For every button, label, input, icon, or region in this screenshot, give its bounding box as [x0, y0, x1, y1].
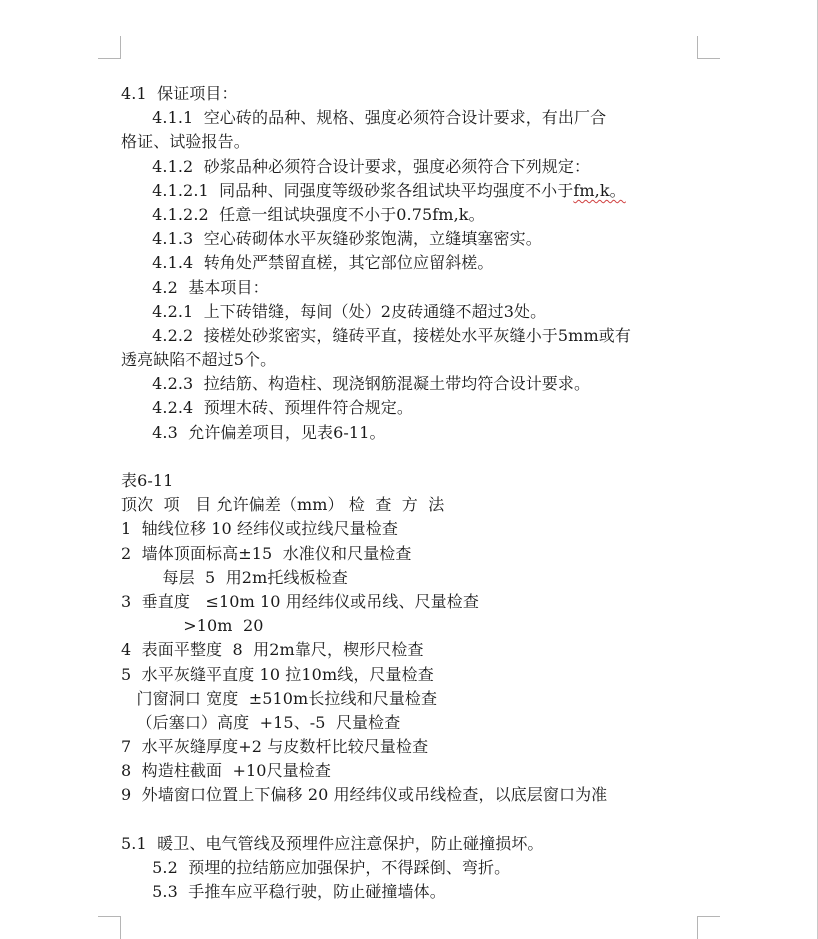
margin-corner-top-left — [98, 36, 121, 59]
margin-corner-bottom-left — [98, 916, 121, 939]
table-row: 门窗洞口 宽度 ±510m长拉线和尺量检查 — [121, 688, 438, 708]
item-5-3: 5.3 手推车应平稳行驶，防止碰撞墙体。 — [121, 882, 446, 902]
item-4-2-4: 4.2.4 预埋木砖、预埋件符合规定。 — [121, 398, 413, 418]
item-4-1-3: 4.1.3 空心砖砌体水平灰缝砂浆饱满，立缝填塞密实。 — [121, 229, 542, 249]
item-4-3: 4.3 允许偏差项目，见表6-11。 — [121, 422, 386, 442]
section-4-1-heading: 4.1 保证项目： — [121, 84, 238, 103]
table-title: 表6-11 — [121, 471, 174, 490]
table-row: 3 垂直度 ≤10m 10 用经纬仪或吊线、尺量检查 — [121, 591, 479, 611]
item-4-1-2: 4.1.2 砂浆品种必须符合设计要求，强度必须符合下列规定： — [121, 156, 591, 176]
section-4-2-heading: 4.2 基本项目： — [121, 277, 269, 297]
table-row: 2 墙体顶面标高±15 水准仪和尺量检查 — [121, 543, 412, 563]
table-row: 9 外墙窗口位置上下偏移 20 用经纬仪或吊线检查，以底层窗口为准 — [121, 785, 608, 805]
item-4-1-1: 4.1.1 空心砖的品种、规格、强度必须符合设计要求，有出厂合 — [121, 108, 607, 128]
table-row: 每层 5 用2m托线板检查 — [121, 567, 348, 587]
item-4-1-4: 4.1.4 转角处严禁留直槎，其它部位应留斜槎。 — [121, 253, 494, 273]
item-4-2-2-cont: 透亮缺陷不超过5个。 — [121, 350, 277, 370]
spellcheck-underlined-word: fm,k。 — [573, 180, 626, 200]
document-body[interactable] — [121, 82, 701, 904]
item-4-1-2-2: 4.1.2.2 任意一组试块强度不小于0.75fm,k。 — [121, 204, 485, 224]
item-4-2-1: 4.2.1 上下砖错缝，每间（处）2皮砖通缝不超过3处。 — [121, 301, 547, 321]
item-4-2-2: 4.2.2 接槎处砂浆密实，缝砖平直，接槎处水平灰缝小于5mm或有 — [121, 325, 631, 345]
margin-corner-top-right — [697, 36, 720, 59]
table-row: 7 水平灰缝厚度+2 与皮数杆比较尺量检查 — [121, 737, 429, 757]
table-row: 1 轴线位移 10 经纬仪或拉线尺量检查 — [121, 519, 398, 539]
blank-line — [121, 445, 701, 469]
table-row: 5 水平灰缝平直度 10 拉10m线，尺量检查 — [121, 664, 434, 684]
table-row: 8 构造柱截面 +10尺量检查 — [121, 761, 331, 781]
margin-corner-bottom-right — [697, 916, 720, 939]
item-4-1-2-1-text: 4.1.2.1 同品种、同强度等级砂浆各组试块平均强度不小于 — [121, 180, 574, 200]
item-4-2-3: 4.2.3 拉结筋、构造柱、现浇钢筋混凝土带均符合设计要求。 — [121, 374, 591, 394]
blank-line — [121, 808, 701, 832]
item-5-2: 5.2 预埋的拉结筋应加强保护，不得踩倒、弯折。 — [121, 858, 511, 877]
item-4-1-2-1 — [121, 179, 701, 203]
table-header-row: 顶次 项 目 允许偏差（mm） 检 查 方 法 — [121, 495, 445, 515]
table-row: 4 表面平整度 8 用2m靠尺，楔形尺检查 — [121, 640, 424, 660]
table-row: （后塞口）高度 +15、-5 尺量检查 — [121, 712, 401, 732]
table-row: >10m 20 — [121, 616, 264, 636]
item-5-1: 5.1 暖卫、电气管线及预埋件应注意保护，防止碰撞损坏。 — [121, 833, 544, 853]
item-4-1-1-cont: 格证、试验报告。 — [121, 132, 250, 152]
